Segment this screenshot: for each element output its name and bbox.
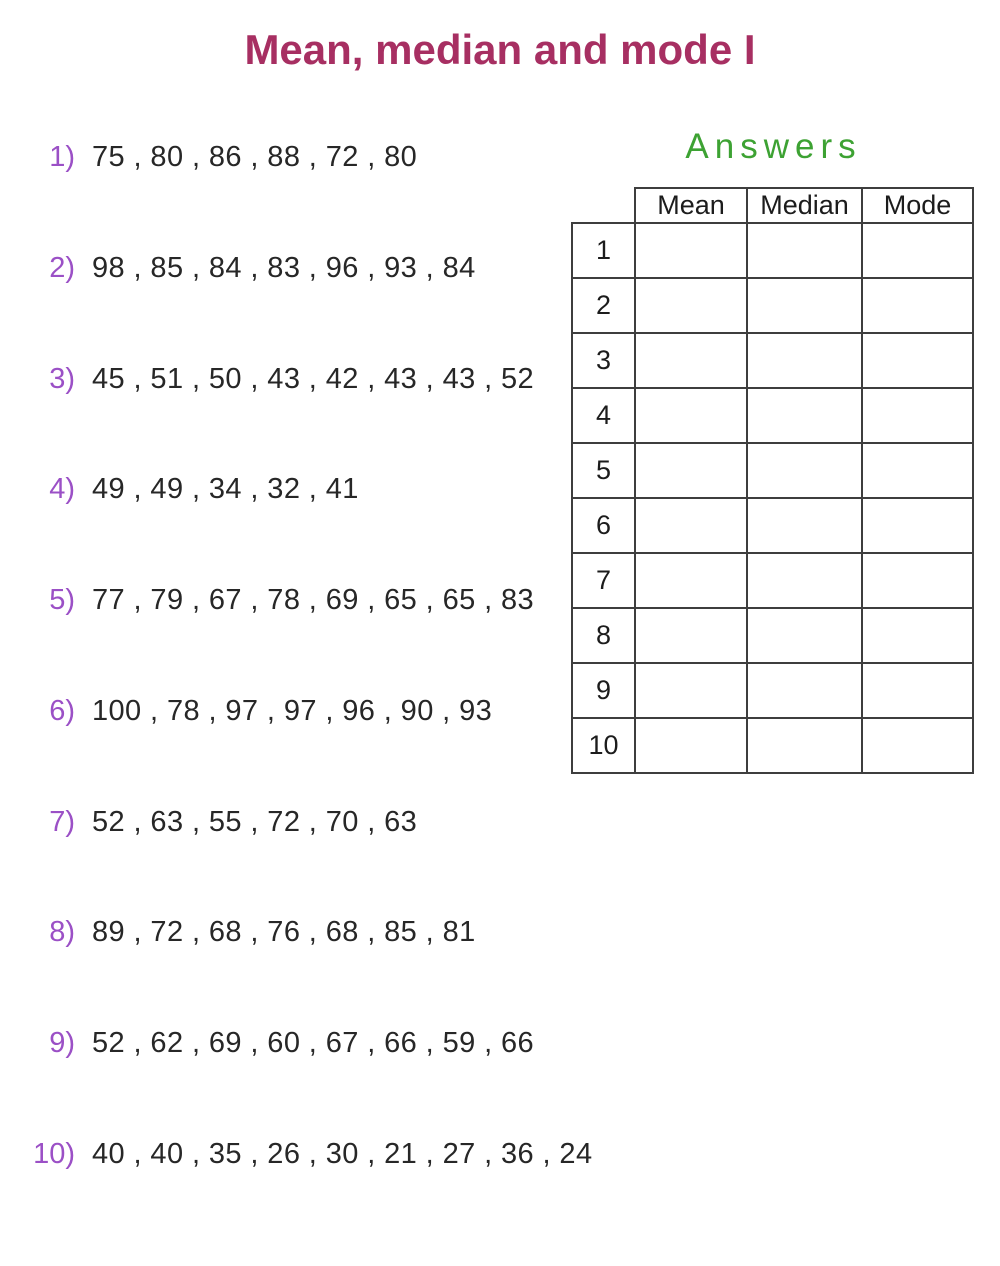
answer-row bbox=[572, 608, 973, 663]
problem-values: 98 , 85 , 84 , 83 , 96 , 93 , 84 bbox=[92, 252, 476, 284]
mean-answer-cell[interactable] bbox=[635, 553, 747, 608]
answer-row bbox=[572, 333, 973, 388]
mode-answer-cell[interactable] bbox=[862, 718, 973, 773]
mean-answer-cell[interactable] bbox=[635, 718, 747, 773]
problem-number: 6) bbox=[49, 695, 75, 727]
problem-row bbox=[0, 361, 620, 397]
problem-number: 7) bbox=[49, 806, 75, 838]
col-header-mean: Mean bbox=[635, 188, 747, 223]
answer-row bbox=[572, 663, 973, 718]
corner-cell bbox=[572, 188, 635, 223]
mean-answer-cell[interactable] bbox=[635, 498, 747, 553]
mean-answer-cell[interactable] bbox=[635, 333, 747, 388]
mode-answer-cell[interactable] bbox=[862, 553, 973, 608]
col-header-median: Median bbox=[747, 188, 862, 223]
problem-values: 89 , 72 , 68 , 76 , 68 , 85 , 81 bbox=[92, 916, 476, 948]
problem-number: 8) bbox=[49, 916, 75, 948]
problem-row bbox=[0, 804, 620, 840]
problem-row bbox=[0, 139, 620, 175]
answer-row bbox=[572, 553, 973, 608]
mode-answer-cell[interactable] bbox=[862, 498, 973, 553]
col-header-mode: Mode bbox=[862, 188, 973, 223]
answer-row-number: 3 bbox=[572, 333, 635, 388]
problem-row bbox=[0, 914, 620, 950]
mean-answer-cell[interactable] bbox=[635, 443, 747, 498]
answer-row-number: 4 bbox=[572, 388, 635, 443]
problem-values: 100 , 78 , 97 , 97 , 96 , 90 , 93 bbox=[92, 695, 493, 727]
mode-answer-cell[interactable] bbox=[862, 333, 973, 388]
problem-row bbox=[0, 693, 620, 729]
mode-answer-cell[interactable] bbox=[862, 278, 973, 333]
median-answer-cell[interactable] bbox=[747, 223, 862, 278]
problem-values: 49 , 49 , 34 , 32 , 41 bbox=[92, 473, 359, 505]
answer-row-number: 6 bbox=[572, 498, 635, 553]
median-answer-cell[interactable] bbox=[747, 498, 862, 553]
answers-table bbox=[571, 187, 974, 774]
answers-header-row bbox=[572, 188, 973, 223]
problem-values: 40 , 40 , 35 , 26 , 30 , 21 , 27 , 36 , 24 bbox=[92, 1138, 593, 1170]
median-answer-cell[interactable] bbox=[747, 718, 862, 773]
answer-row bbox=[572, 498, 973, 553]
median-answer-cell[interactable] bbox=[747, 388, 862, 443]
answer-row bbox=[572, 388, 973, 443]
median-answer-cell[interactable] bbox=[747, 278, 862, 333]
problem-values: 52 , 62 , 69 , 60 , 67 , 66 , 59 , 66 bbox=[92, 1027, 535, 1059]
problem-values: 75 , 80 , 86 , 88 , 72 , 80 bbox=[92, 141, 418, 173]
problem-number: 3) bbox=[49, 363, 75, 395]
worksheet-title: Mean, median and mode I bbox=[244, 26, 756, 73]
mode-answer-cell[interactable] bbox=[862, 608, 973, 663]
mode-answer-cell[interactable] bbox=[862, 443, 973, 498]
mean-answer-cell[interactable] bbox=[635, 223, 747, 278]
problem-number: 1) bbox=[49, 141, 75, 173]
median-answer-cell[interactable] bbox=[747, 333, 862, 388]
problem-number: 4) bbox=[49, 473, 75, 505]
mode-answer-cell[interactable] bbox=[862, 663, 973, 718]
answer-row-number: 10 bbox=[572, 718, 635, 773]
problem-row bbox=[0, 1025, 620, 1061]
problem-number: 5) bbox=[49, 584, 75, 616]
problem-values: 45 , 51 , 50 , 43 , 42 , 43 , 43 , 52 bbox=[92, 363, 535, 395]
answers-heading: Answers bbox=[685, 127, 862, 166]
answer-row-number: 2 bbox=[572, 278, 635, 333]
median-answer-cell[interactable] bbox=[747, 608, 862, 663]
mean-answer-cell[interactable] bbox=[635, 608, 747, 663]
answer-row-number: 8 bbox=[572, 608, 635, 663]
answer-row-number: 1 bbox=[572, 223, 635, 278]
mode-answer-cell[interactable] bbox=[862, 388, 973, 443]
problem-number: 2) bbox=[49, 252, 75, 284]
problem-row bbox=[0, 471, 620, 507]
problem-values: 77 , 79 , 67 , 78 , 69 , 65 , 65 , 83 bbox=[92, 584, 535, 616]
median-answer-cell[interactable] bbox=[747, 553, 862, 608]
median-answer-cell[interactable] bbox=[747, 663, 862, 718]
problem-values: 52 , 63 , 55 , 72 , 70 , 63 bbox=[92, 806, 418, 838]
problem-number: 9) bbox=[49, 1027, 75, 1059]
mean-answer-cell[interactable] bbox=[635, 388, 747, 443]
mean-answer-cell[interactable] bbox=[635, 663, 747, 718]
problem-row bbox=[0, 1136, 620, 1172]
problem-number: 10) bbox=[33, 1138, 75, 1170]
answer-row bbox=[572, 223, 973, 278]
answer-row-number: 5 bbox=[572, 443, 635, 498]
answer-row bbox=[572, 443, 973, 498]
problem-row bbox=[0, 582, 620, 618]
answer-row bbox=[572, 278, 973, 333]
answer-row bbox=[572, 718, 973, 773]
answer-row-number: 9 bbox=[572, 663, 635, 718]
problem-row bbox=[0, 250, 620, 286]
median-answer-cell[interactable] bbox=[747, 443, 862, 498]
answer-row-number: 7 bbox=[572, 553, 635, 608]
mode-answer-cell[interactable] bbox=[862, 223, 973, 278]
mean-answer-cell[interactable] bbox=[635, 278, 747, 333]
